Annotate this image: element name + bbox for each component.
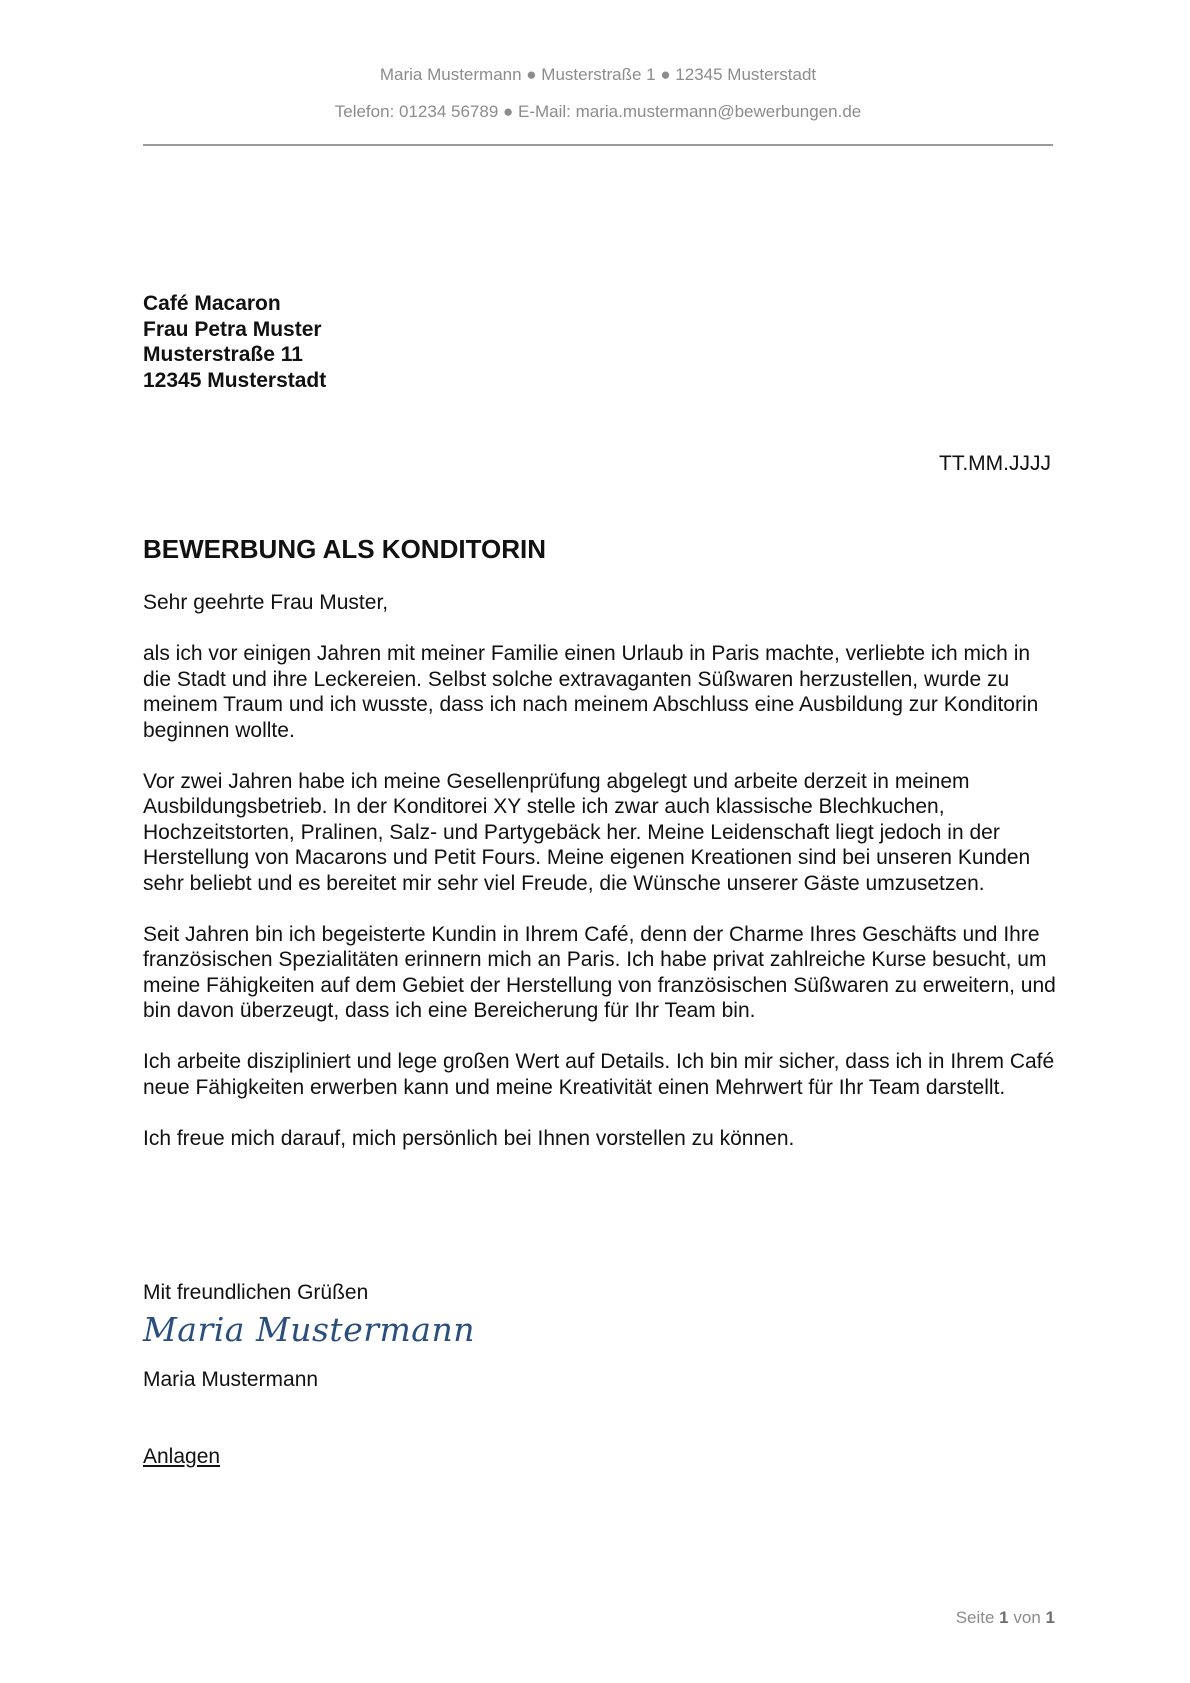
page-total: 1 [1045, 1608, 1055, 1627]
body-paragraph: Seit Jahren bin ich begeisterte Kundin in Ihrem Café, denn der Charme Ihres Geschäfts und Ihre französischen Spezialitäten erinnern mich an Paris. Ich habe privat zahlreiche Kurse besucht, um meine Fähigkeiten auf dem Gebiet der Herstellung von französischen Süßwaren zu erweitern, und bin davon überzeugt, dass ich eine Bereicherung für Ihr Team bin. [143, 922, 1056, 1022]
letter-subject: BEWERBUNG ALS KONDITORIN [143, 534, 546, 564]
body-paragraph: Vor zwei Jahren habe ich meine Gesellenprüfung abgelegt und arbeite derzeit in meinem Ausbildungsbetrieb. In der Konditorei XY stelle ich zwar auch klassische Blechkuchen, Hochzeitstorten, Pralinen, Salz- und Partygebäck her. Meine Leidenschaft liegt jedoch in der Herstellung von Macarons und Petit Fours. Meine eigenen Kreationen sind bei unseren Kunden sehr beliebt und es bereitet mir sehr viel Freude, die Wünsche unserer Gäste umzusetzen. [143, 769, 1031, 895]
body-paragraph: als ich vor einigen Jahren mit meiner Familie einen Urlaub in Paris machte, verliebte ich mich in die Stadt und ihre Leckereien. Selbst solche extravaganten Süßwaren herzustellen, wurde zu meinem Traum und ich wusste, dass ich nach meinem Abschluss eine Ausbildung zur Konditorin beginnen wollte. [143, 642, 1039, 742]
salutation: Sehr geehrte Frau Muster, [143, 591, 389, 614]
page-of: von [1013, 1608, 1041, 1627]
page-current: 1 [999, 1608, 1009, 1627]
sender-address-line: Maria Mustermann ● Musterstraße 1 ● 12345 Musterstadt [379, 65, 817, 84]
sender-contact-line: Telefon: 01234 56789 ● E-Mail: maria.mustermann@bewerbungen.de [334, 102, 862, 121]
recipient-person: Frau Petra Muster [143, 317, 322, 341]
letter-body [143, 590, 1063, 1177]
printed-name: Maria Mustermann [143, 1368, 319, 1391]
body-paragraph: Ich arbeite diszipliniert und lege großen Wert auf Details. Ich bin mir sicher, dass ich in Ihrem Café neue Fähigkeiten erwerben kann und meine Kreativität einen Mehrwert für Ihr Team darstellt. [143, 1050, 1055, 1099]
page-label: Seite [955, 1608, 995, 1627]
attachments-label: Anlagen [143, 1445, 221, 1468]
recipient-company: Café Macaron [143, 292, 281, 315]
handwritten-signature: Maria Mustermann [143, 1310, 475, 1349]
body-paragraph: Ich freue mich darauf, mich persönlich bei Ihnen vorstellen zu können. [143, 1126, 795, 1150]
page-number [956, 1608, 1055, 1628]
recipient-street: Musterstraße 11 [143, 343, 303, 366]
header-divider [143, 144, 1053, 146]
recipient-city: 12345 Musterstadt [143, 368, 327, 392]
recipient-address [143, 291, 326, 393]
sender-header [143, 64, 1053, 123]
closing-phrase: Mit freundlichen Grüßen [143, 1281, 369, 1304]
letter-date: TT.MM.JJJJ [939, 452, 1051, 475]
